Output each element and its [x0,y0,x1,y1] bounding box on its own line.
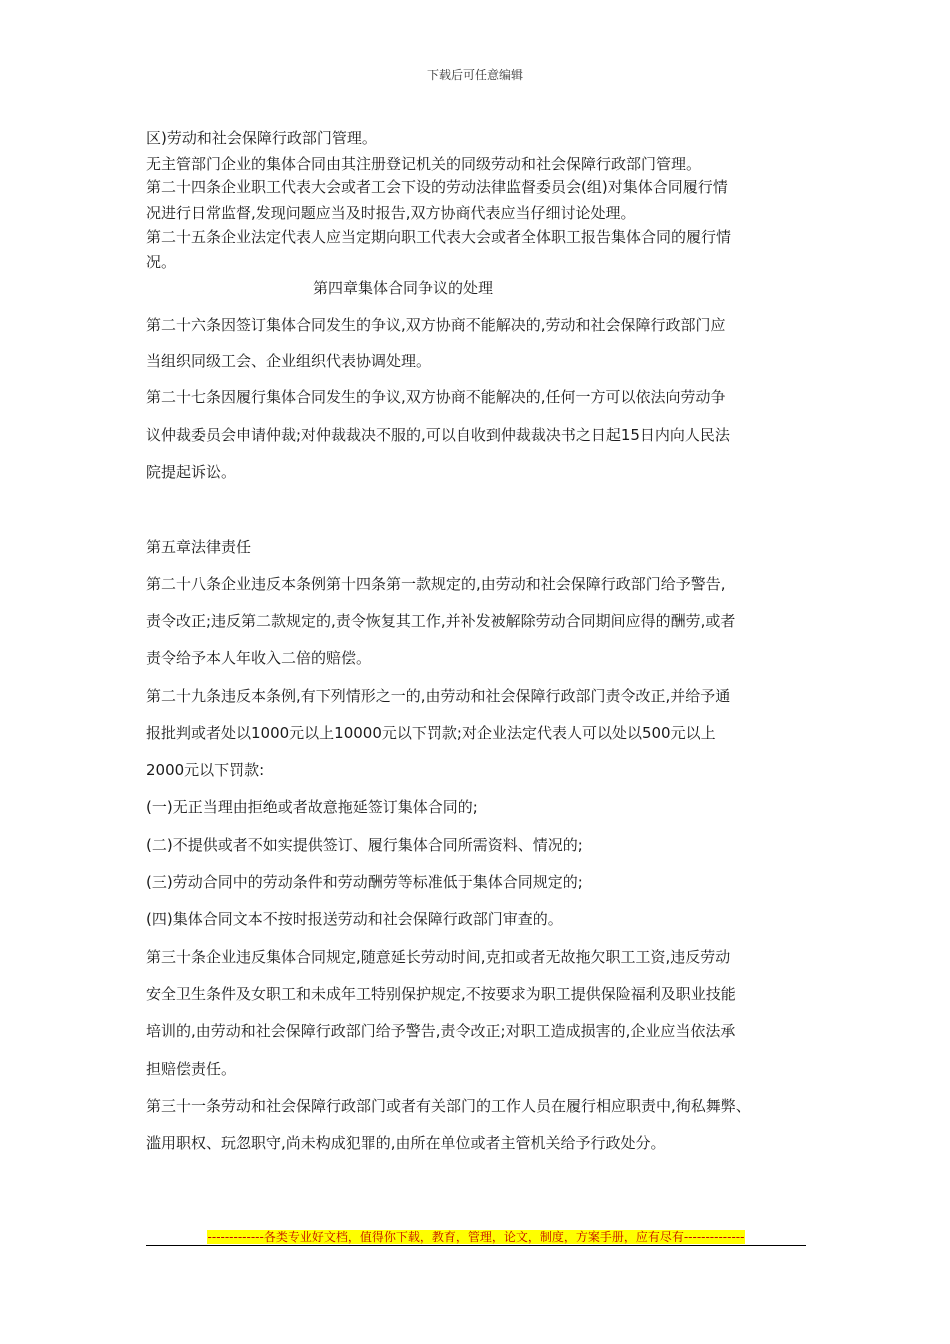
article-31-line: 滥用职权、玩忽职守,尚未构成犯罪的,由所在单位或者主管机关给予行政处分。 [146,1134,666,1152]
article-28-line: 第二十八条企业违反本条例第十四条第一款规定的,由劳动和社会保障行政部门给予警告, [146,575,726,593]
article-29-line: 报批判或者处以1000元以上10000元以下罚款;对企业法定代表人可以处以500元以上 [146,724,716,742]
list-item: (一)无正当理由拒绝或者故意拖延签订集体合同的; [146,798,478,816]
page-footer [146,1226,806,1245]
article-30-line: 培训的,由劳动和社会保障行政部门给予警告,责令改正;对职工造成损害的,企业应当依法承 [146,1022,736,1040]
article-31-line: 第三十一条劳动和社会保障行政部门或者有关部门的工作人员在履行相应职责中,徇私舞弊、 [146,1097,751,1115]
article-27-line: 议仲裁委员会申请仲裁;对仲裁裁决不服的,可以自收到仲裁裁决书之日起15日内向人民法 [146,426,730,444]
article-29-line: 第二十九条违反本条例,有下列情形之一的,由劳动和社会保障行政部门责令改正,并给予通 [146,687,731,705]
article-25-line: 第二十五条企业法定代表人应当定期向职工代表大会或者全体职工报告集体合同的履行情 [146,228,732,246]
list-item: (二)不提供或者不如实提供签订、履行集体合同所需资料、情况的; [146,836,583,854]
article-30-line: 安全卫生条件及女职工和未成年工特别保护规定,不按要求为职工提供保险福利及职业技能 [146,985,736,1003]
article-26-line: 第二十六条因签订集体合同发生的争议,双方协商不能解决的,劳动和社会保障行政部门应 [146,316,726,334]
article-28-line: 责令改正;违反第二款规定的,责令恢复其工作,并补发被解除劳动合同期间应得的酬劳,或者 [146,612,736,630]
article-25-line: 况。 [146,253,177,271]
article-26-line: 当组织同级工会、企业组织代表协调处理。 [146,352,432,370]
article-27-line: 院提起诉讼。 [146,463,237,481]
paragraph-line: 区)劳动和社会保障行政部门管理。 [146,129,377,147]
footer-banner-text: -------------各类专业好文档，值得你下载，教育，管理，论文，制度，方案手册，应有尽有-------------- [207,1230,745,1244]
article-29-line: 2000元以下罚款: [146,761,265,779]
paragraph-line: 无主管部门企业的集体合同由其注册登记机关的同级劳动和社会保障行政部门管理。 [146,155,702,173]
article-27-line: 第二十七条因履行集体合同发生的争议,双方协商不能解决的,任何一方可以依法向劳动争 [146,388,726,406]
chapter-5-heading: 第五章法律责任 [146,538,252,556]
article-24-line: 况进行日常监督,发现问题应当及时报告,双方协商代表应当仔细讨论处理。 [146,204,636,222]
footer-divider [146,1245,806,1246]
article-24-line: 第二十四条企业职工代表大会或者工会下设的劳动法律监督委员会(组)对集体合同履行情 [146,178,728,196]
list-item: (四)集体合同文本不按时报送劳动和社会保障行政部门审查的。 [146,910,563,928]
page-header: 下载后可任意编辑 [426,68,523,82]
chapter-4-heading: 第四章集体合同争议的处理 [313,279,494,297]
article-30-line: 第三十条企业违反集体合同规定,随意延长劳动时间,克扣或者无故拖欠职工工资,违反劳动 [146,948,731,966]
article-28-line: 责令给予本人年收入二倍的赔偿。 [146,649,372,667]
article-30-line: 担赔偿责任。 [146,1060,237,1078]
list-item: (三)劳动合同中的劳动条件和劳动酬劳等标准低于集体合同规定的; [146,873,583,891]
